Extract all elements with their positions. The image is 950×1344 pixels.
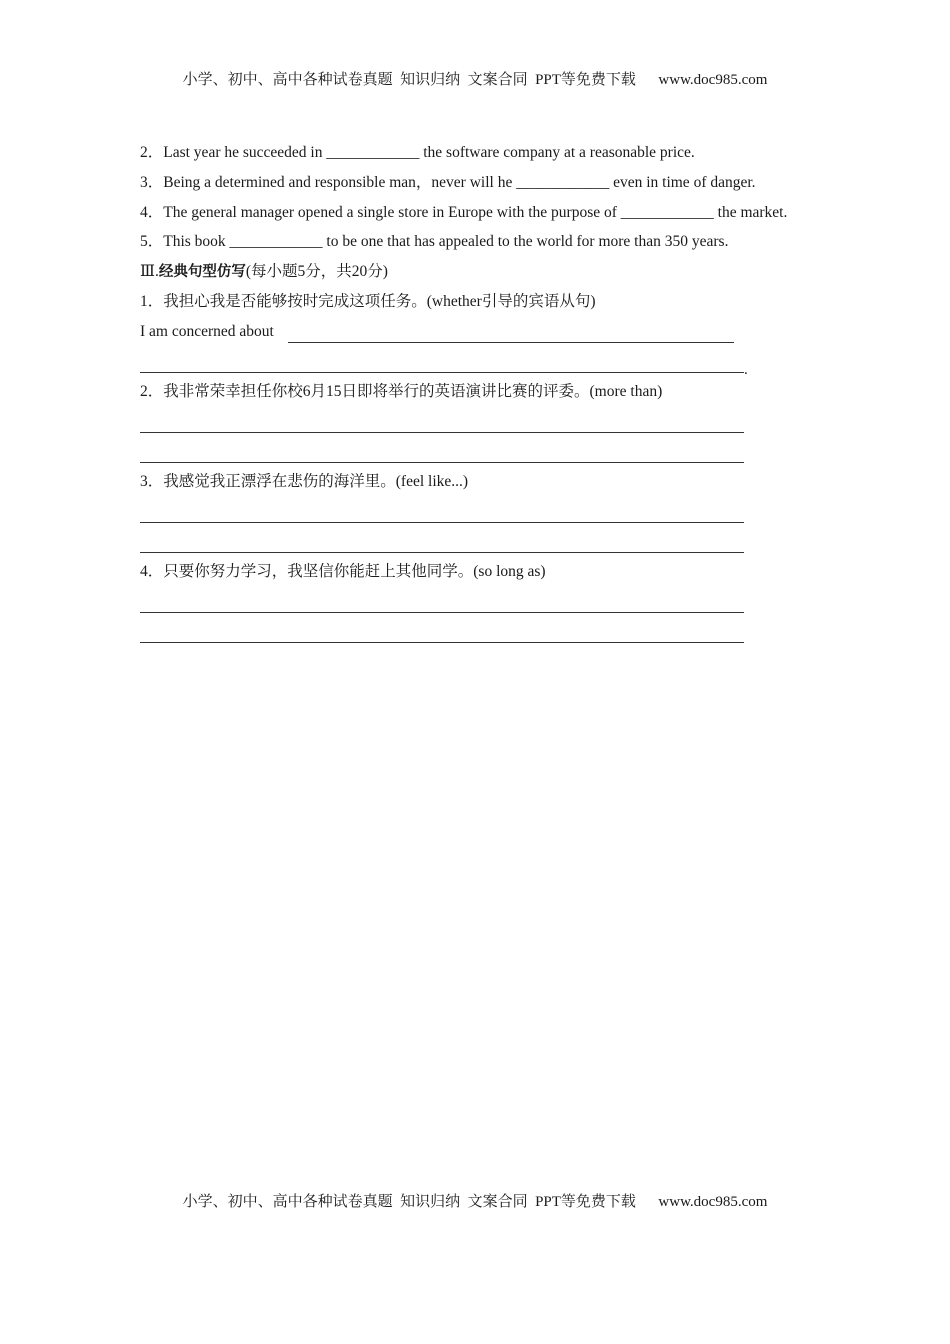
question-2: 2．我非常荣幸担任你校6月15日即将举行的英语演讲比赛的评委。(more than) [140, 383, 663, 400]
answer-1-line-2[interactable] [140, 351, 810, 381]
fill-item-2: 2．Last year he succeeded in ____________ the software company at a reasonable price. [140, 144, 695, 161]
section-3-title [140, 261, 810, 291]
fill-item-4: 4．The general manager opened a single store in Europe with the purpose of ____________ the market. [140, 204, 788, 221]
answer-2-line-2[interactable] [140, 441, 810, 471]
answer-underline [140, 372, 744, 373]
section-score: (每小题5分，共20分) [245, 263, 388, 280]
answer-2-line-1[interactable] [140, 411, 810, 441]
page-header: 小学、初中、高中各种试卷真题 知识归纳 文案合同 PPT等免费下载 www.doc985.com [182, 72, 768, 88]
question-3: 3．我感觉我正漂浮在悲伤的海洋里。(feel like...) [140, 473, 469, 490]
question-4: 4．只要你努力学习，我坚信你能赶上其他同学。(so long as) [140, 563, 546, 580]
answer-4-line-2[interactable] [140, 621, 810, 651]
worksheet-content [140, 142, 810, 651]
answer-4-line-1[interactable] [140, 591, 810, 621]
answer-period: . [744, 362, 748, 378]
fill-item-3: 3．Being a determined and responsible man，never will he ____________ even in time of danger. [140, 174, 756, 191]
answer-3-line-1[interactable] [140, 501, 810, 531]
section-number: Ⅲ. [140, 263, 159, 280]
answer-1-line-1[interactable] [140, 321, 810, 351]
question-1: 1．我担心我是否能够按时完成这项任务。(whether引导的宾语从句) [140, 293, 596, 310]
answer-1-lead: I am concerned about [140, 323, 274, 340]
answer-underline [288, 342, 734, 343]
fill-item-5: 5．This book ____________ to be one that has appealed to the world for more than 350 years. [140, 233, 729, 250]
answer-3-line-2[interactable] [140, 531, 810, 561]
page-footer: 小学、初中、高中各种试卷真题 知识归纳 文案合同 PPT等免费下载 www.doc985.com [182, 1194, 768, 1210]
section-heading: 经典句型仿写 [158, 264, 246, 280]
